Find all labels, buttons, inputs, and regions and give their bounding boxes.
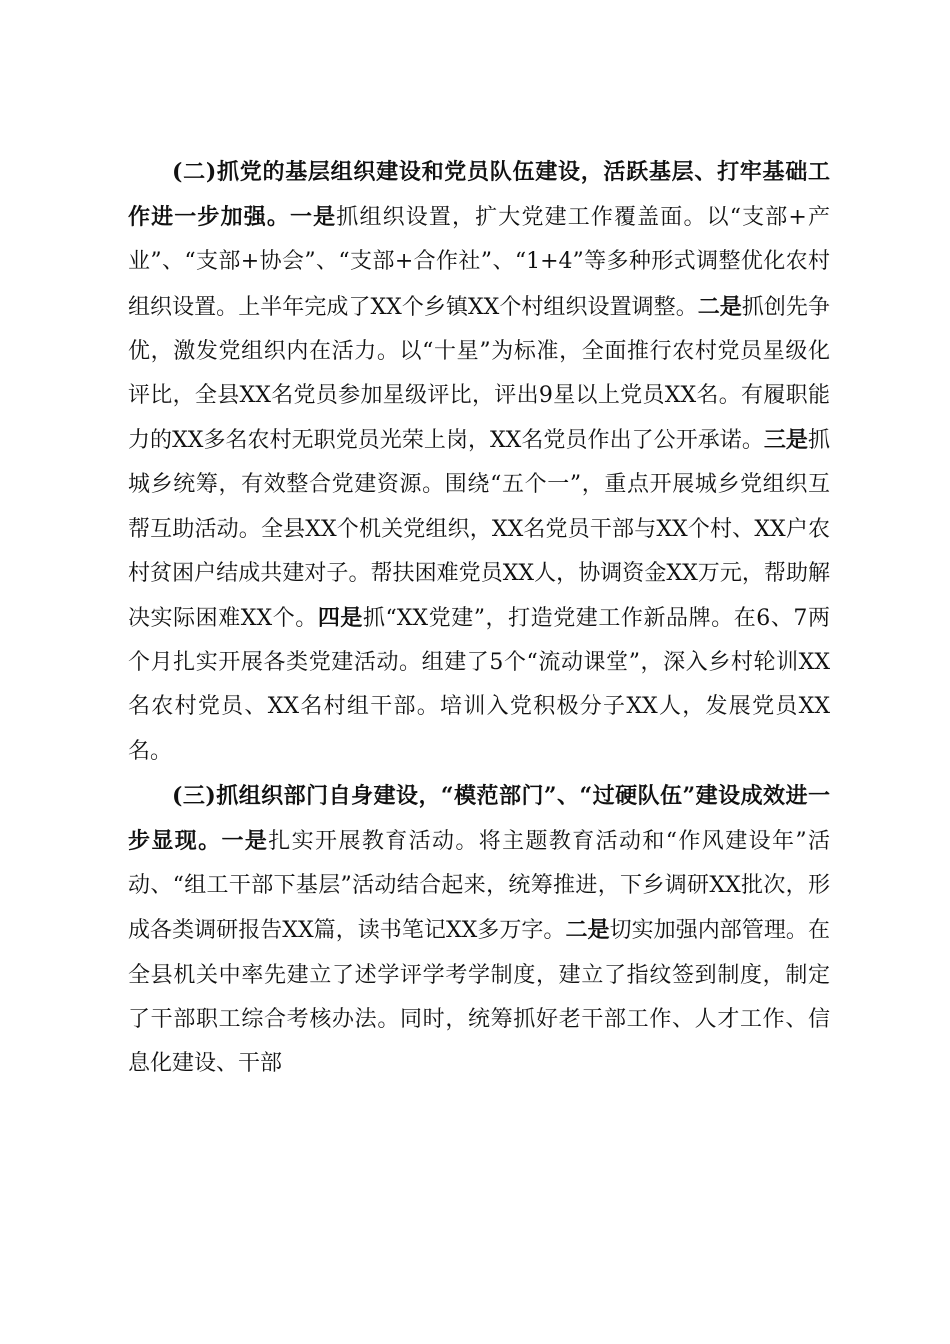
point-text-3: 抓城乡统筹，有效整合党建资源。围绕“五个一”，重点开展城乡党组织互帮互助活动。全县XX个机关党组织，XX名党员干部与XX个村、XX户农村贫困户结成共建对子。帮扶困难党员XX人，协调资金XX万元，帮助解决实际困难XX个。	[128, 428, 830, 632]
point-text-2: 抓创先争优，激发党组织内在活力。以“十星”为标准，全面推行农村党员星级化评比，全县XX名党员参加星级评比，评出9星以上党员XX名。有履职能力的XX多名农村无职党员光荣上岗，XX名党员作出了公开承诺。	[128, 294, 830, 454]
point-text-1: 抓组织设置，扩大党建工作覆盖面。以“支部+产业”、“支部+协会”、“支部+合作社”、“1+4”等多种形式调整优化农村组织设置。上半年完成了XX个乡镇XX个村组织设置调整。	[128, 205, 830, 320]
paragraph-department-building	[128, 774, 830, 1086]
point-marker-2: 二是	[697, 293, 742, 320]
point-marker-4: 四是	[317, 605, 363, 632]
point-marker-2: 二是	[565, 917, 610, 944]
point-text-1: 扎实开展教育活动。将主题教育活动和“作风建设年”活动、“组工干部下基层”活动结合起来，统筹推进，下乡调研XX批次，形成各类调研报告XX篇，读书笔记XX多万字。	[128, 829, 830, 944]
section-heading-3: (三)抓组织部门自身建设，“模范部门”、“过硬队伍”建设成效进一步显现。	[128, 782, 831, 855]
paragraph-party-organization	[128, 150, 830, 774]
point-marker-3: 三是	[763, 427, 808, 454]
point-text-4: 抓“XX党建”，打造党建工作新品牌。在6、7两个月扎实开展各类党建活动。组建了5个“流动课堂”，深入乡村轮训XX名农村党员、XX名村组干部。培训入党积极分子XX人，发展党员XX名。	[128, 606, 830, 764]
section-heading-2: (二)抓党的基层组织建设和党员队伍建设，活跃基层、打牢基础工作进一步加强。	[128, 159, 830, 231]
point-text-2: 切实加强内部管理。在全县机关中率先建立了述学评学考学制度，建立了指纹签到制度，制定了干部职工综合考核办法。同时，统筹抓好老干部工作、人才工作、信息化建设、干部	[128, 918, 830, 1077]
document-body	[128, 150, 830, 1086]
point-marker-1: 一是	[221, 828, 269, 855]
point-marker-1: 一是	[290, 204, 337, 231]
